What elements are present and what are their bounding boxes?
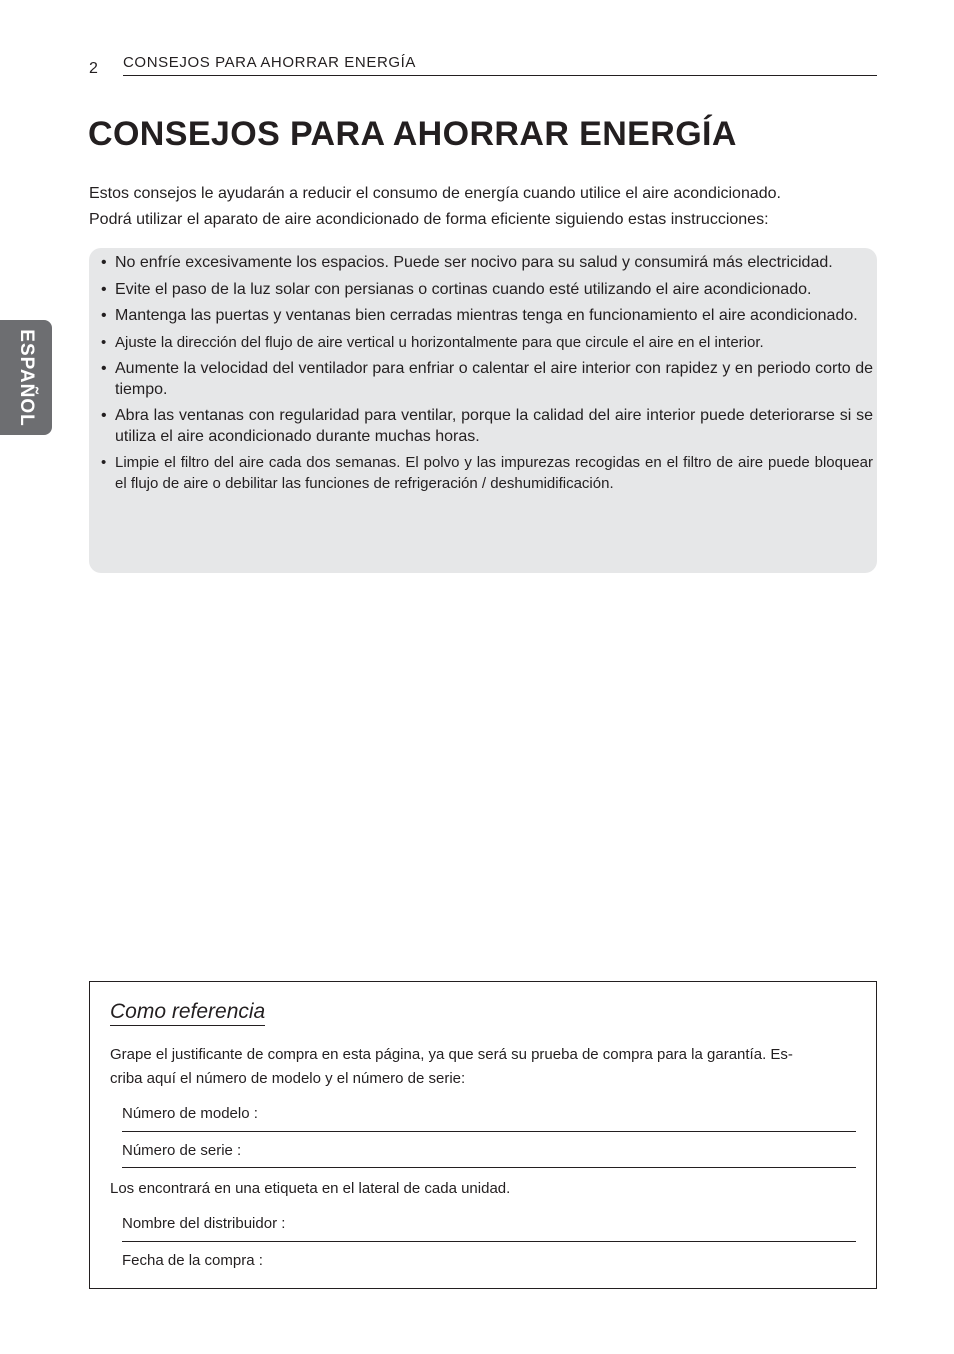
running-header: CONSEJOS PARA AHORRAR ENERGÍA	[123, 54, 417, 71]
tip-text: Evite el paso de la luz solar con persianas o cortinas cuando esté utilizando el aire acondicionado.	[115, 280, 812, 298]
tips-list	[101, 253, 873, 494]
reference-instructions-line: criba aquí el número de modelo y el número de serie:	[110, 1070, 466, 1087]
tip-text: No enfríe excesivamente los espacios. Puede ser nocivo para su salud y consumirá más electricidad.	[115, 254, 833, 271]
language-tab	[0, 320, 52, 435]
tip-item	[101, 306, 873, 327]
tip-item	[101, 333, 873, 354]
reference-title: Como referencia	[110, 1000, 265, 1026]
tip-text: Limpie el filtro del aire cada dos semanas. El polvo y las impurezas recogidas en el filtro de aire puede bloquear el flujo de aire o debilitar las funciones de refrigeración / deshumidificación.	[115, 454, 873, 492]
dealer-name-label: Nombre del distribuidor :	[122, 1215, 286, 1232]
language-tab-label: ESPAÑOL	[16, 328, 37, 427]
bullet-icon: •	[101, 254, 107, 271]
tip-item	[101, 280, 873, 301]
intro-paragraph	[89, 181, 889, 233]
intro-line: Estos consejos le ayudarán a reducir el consumo de energía cuando utilice el aire acondicionado.	[89, 185, 781, 202]
bullet-icon: •	[101, 360, 107, 377]
label-location-note: Los encontrará en una etiqueta en el lateral de cada unidad.	[110, 1180, 511, 1197]
energy-tips-box	[89, 248, 877, 573]
tip-item	[101, 406, 873, 447]
model-number-line	[122, 1131, 856, 1132]
dealer-name-line	[122, 1241, 856, 1242]
tip-item	[101, 453, 873, 494]
tip-item	[101, 359, 873, 400]
reference-instructions-line: Grape el justificante de compra en esta página, ya que será su prueba de compra para la garantía. Es-	[110, 1046, 793, 1063]
tip-text: Mantenga las puertas y ventanas bien cerradas mientras tenga en funcionamiento el aire acondicionado.	[115, 307, 858, 324]
reference-box	[89, 981, 877, 1289]
bullet-icon: •	[101, 407, 107, 424]
model-number-label: Número de modelo :	[122, 1105, 258, 1122]
header-divider	[123, 75, 877, 76]
bullet-icon: •	[101, 454, 107, 471]
bullet-icon: •	[101, 280, 107, 298]
page-title: CONSEJOS PARA AHORRAR ENERGÍA	[88, 115, 737, 153]
tip-item	[101, 253, 873, 274]
purchase-date-label: Fecha de la compra :	[122, 1252, 263, 1269]
tip-text: Abra las ventanas con regularidad para ventilar, porque la calidad del aire interior puede deteriorarse si se utiliza el aire acondicionado durante muchas horas.	[115, 407, 873, 445]
serial-number-line	[122, 1167, 856, 1168]
page-number: 2	[89, 60, 98, 77]
serial-number-label: Número de serie :	[122, 1142, 242, 1159]
tip-text: Ajuste la dirección del flujo de aire vertical u horizontalmente para que circule el aire en el interior.	[115, 333, 764, 351]
intro-line: Podrá utilizar el aparato de aire acondicionado de forma eficiente siguiendo estas instrucciones:	[89, 211, 769, 228]
reference-instructions	[110, 1043, 875, 1091]
tip-text: Aumente la velocidad del ventilador para enfriar o calentar el aire interior con rapidez y en periodo corto de tiempo.	[115, 360, 873, 398]
bullet-icon: •	[101, 333, 107, 351]
bullet-icon: •	[101, 307, 107, 324]
